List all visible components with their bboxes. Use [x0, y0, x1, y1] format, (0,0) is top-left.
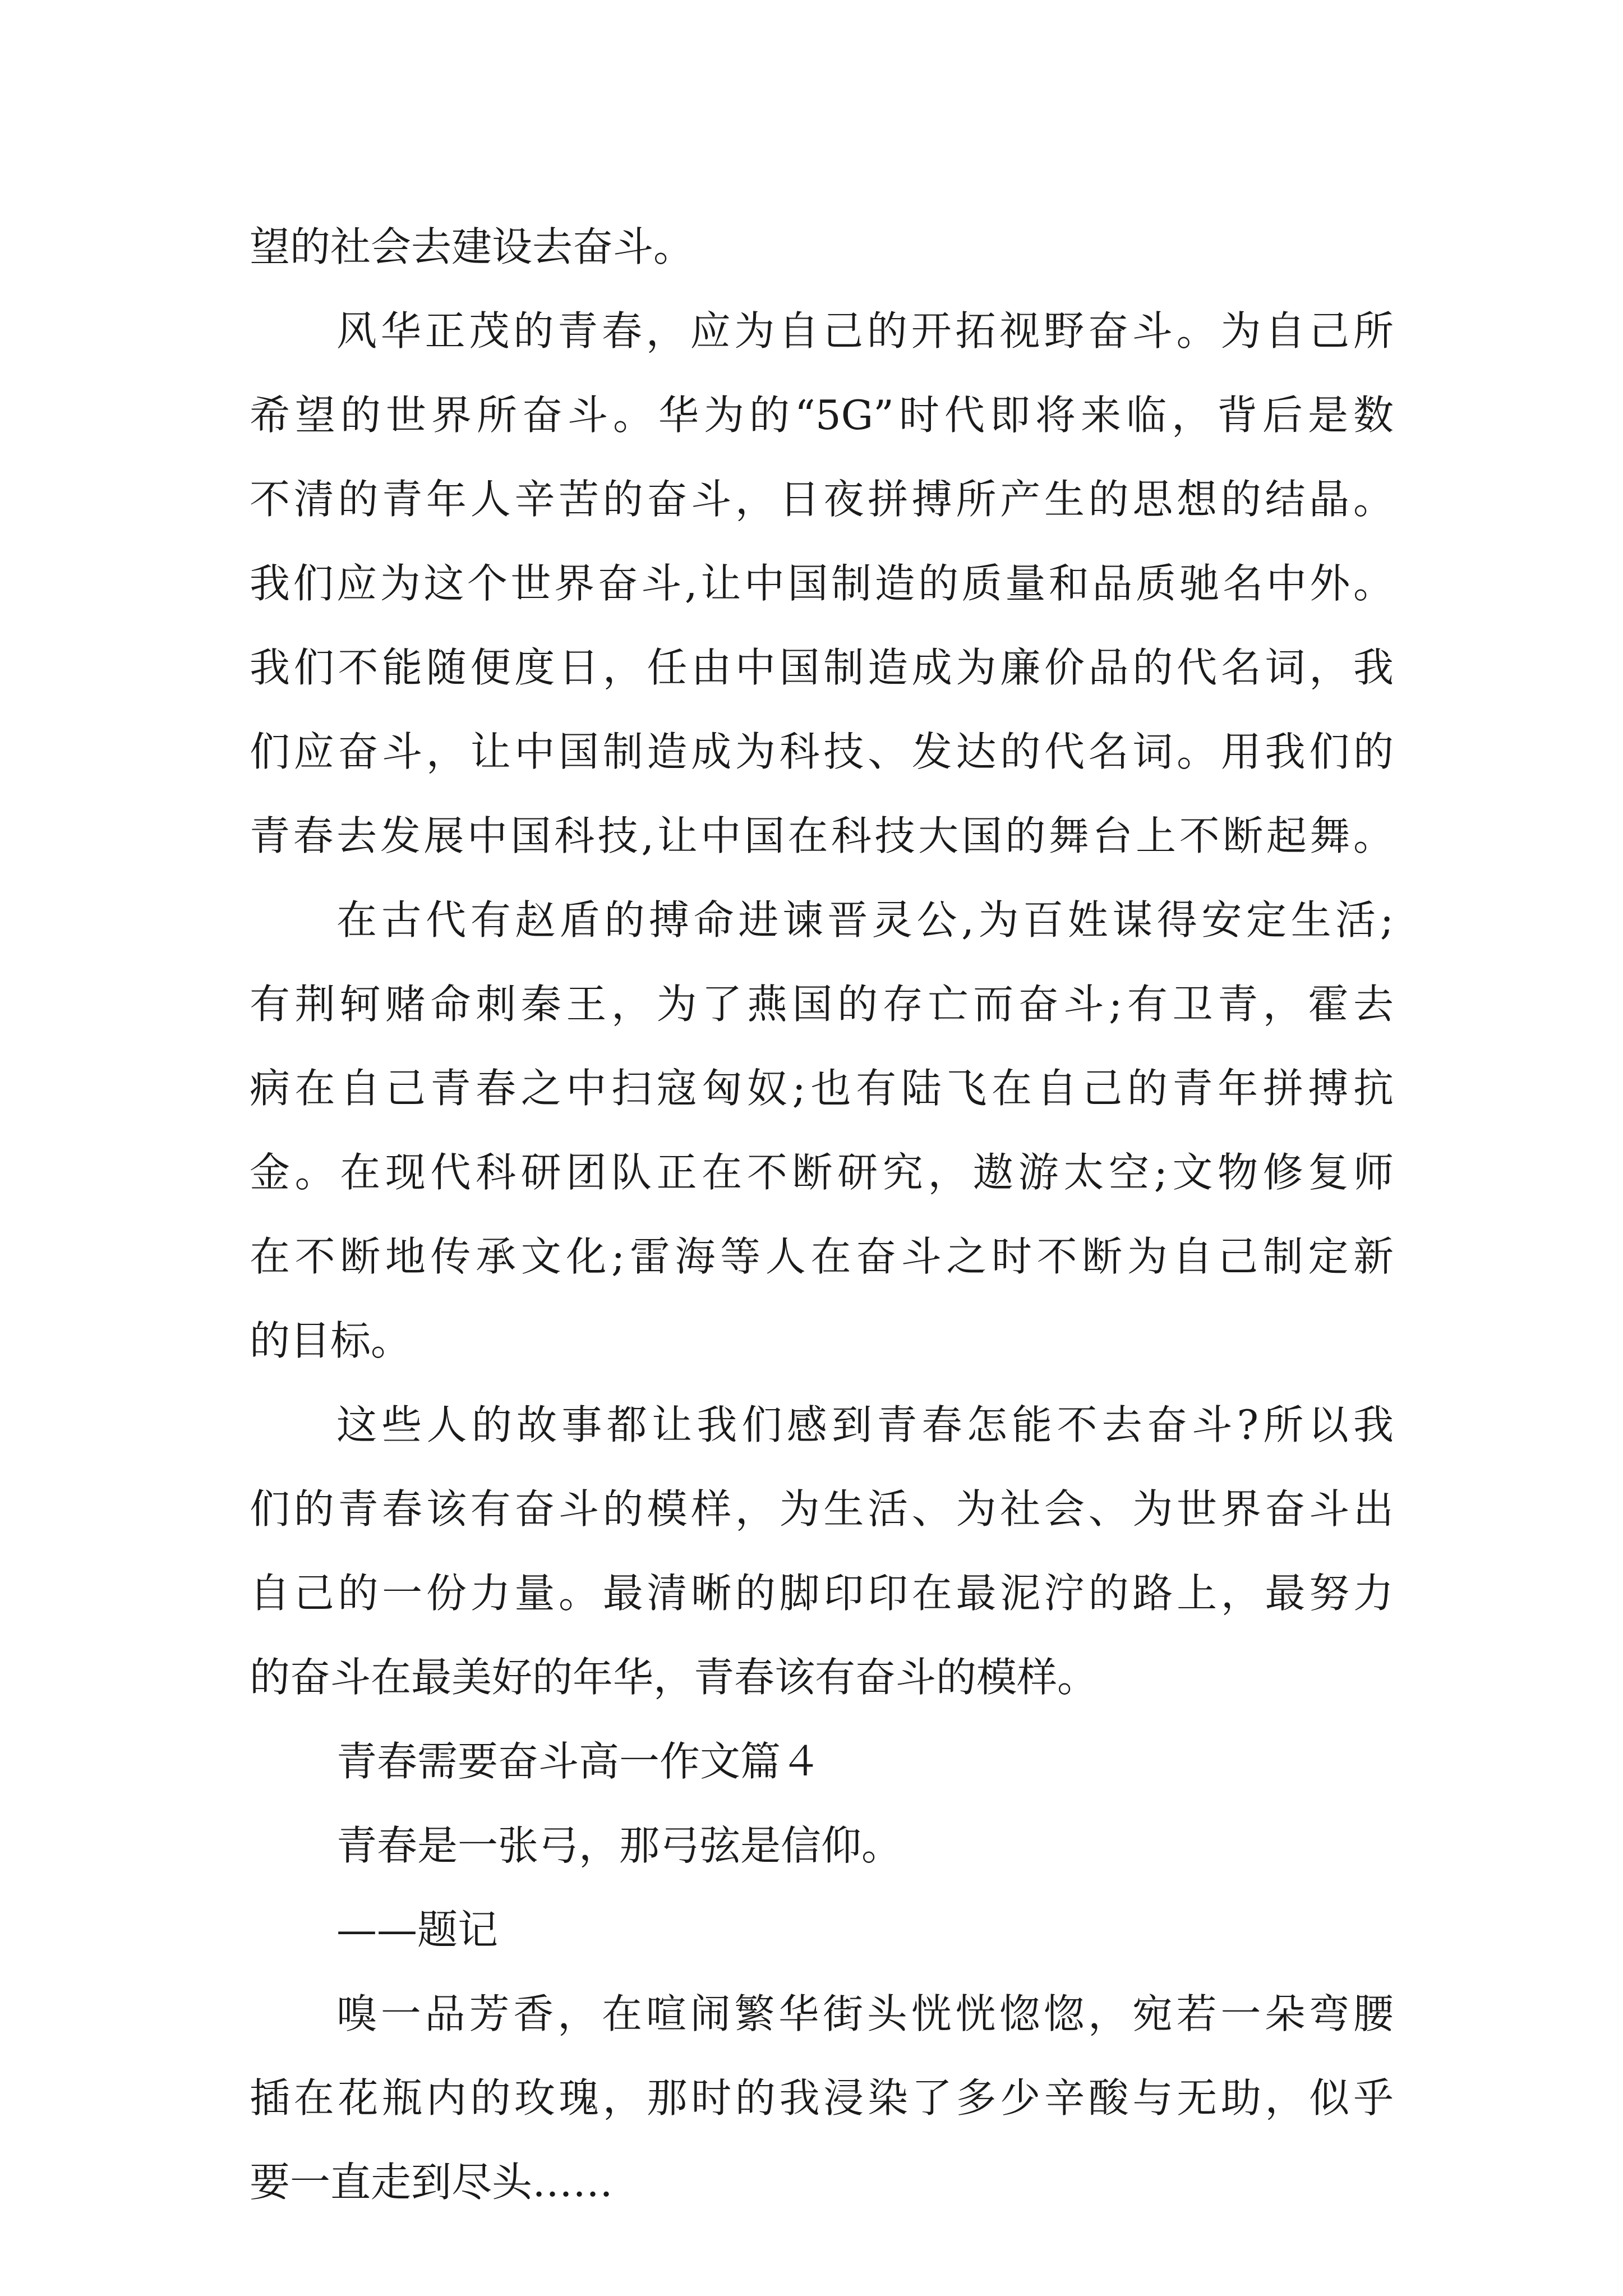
text-line: 青春去发展中国科技,让中国在科技大国的舞台上不断起舞。	[250, 812, 1394, 859]
text-line: 的奋斗在最美好的年华，青春该有奋斗的模样。	[250, 1654, 1098, 1701]
section-heading: 青春需要奋斗高一作文篇４	[336, 1738, 822, 1785]
paragraph-start: 在古代有赵盾的搏命进谏晋灵公,为百姓谋得安定生活;	[336, 896, 1394, 944]
epigraph-attribution: ——题记	[336, 1906, 499, 1953]
text-line: 希望的世界所奋斗。华为的“5G”时代即将来临，背后是数	[250, 392, 1394, 439]
paragraph-start: 这些人的故事都让我们感到青春怎能不去奋斗?所以我	[336, 1401, 1394, 1448]
text-line: 的目标。	[250, 1317, 412, 1364]
text-line: 插在花瓶内的玫瑰，那时的我浸染了多少辛酸与无助，似乎	[250, 2074, 1394, 2122]
text-line: 们的青春该有奋斗的模样，为生活、为社会、为世界奋斗出	[250, 1485, 1394, 1533]
text-line: 要一直走到尽头……	[250, 2159, 614, 2206]
text-line: 我们不能随便度日，任由中国制造成为廉价品的代名词，我	[250, 644, 1394, 691]
text-line: 望的社会去建设去奋斗。	[250, 223, 694, 270]
text-line: 们应奋斗，让中国制造成为科技、发达的代名词。用我们的	[250, 728, 1394, 775]
epigraph: 青春是一张弓，那弓弦是信仰。	[336, 1822, 902, 1869]
text-line: 自己的一份力量。最清晰的脚印印在最泥泞的路上，最努力	[250, 1570, 1394, 1617]
paragraph-start: 风华正茂的青春，应为自己的开拓视野奋斗。为自己所	[336, 307, 1394, 355]
text-line: 病在自己青春之中扫寇匈奴;也有陆飞在自己的青年拼搏抗	[250, 1065, 1394, 1112]
text-line: 有荆轲赌命刺秦王，为了燕国的存亡而奋斗;有卫青，霍去	[250, 981, 1394, 1028]
text-line: 我们应为这个世界奋斗,让中国制造的质量和品质驰名中外。	[250, 560, 1394, 607]
paragraph-start: 嗅一品芳香，在喧闹繁华街头恍恍惚惚，宛若一朵弯腰	[336, 1990, 1394, 2037]
text-line: 在不断地传承文化;雷海等人在奋斗之时不断为自己制定新	[250, 1233, 1394, 1280]
text-line: 金。在现代科研团队正在不断研究，遨游太空;文物修复师	[250, 1149, 1394, 1196]
text-line: 不清的青年人辛苦的奋斗，日夜拼搏所产生的思想的结晶。	[250, 476, 1394, 523]
